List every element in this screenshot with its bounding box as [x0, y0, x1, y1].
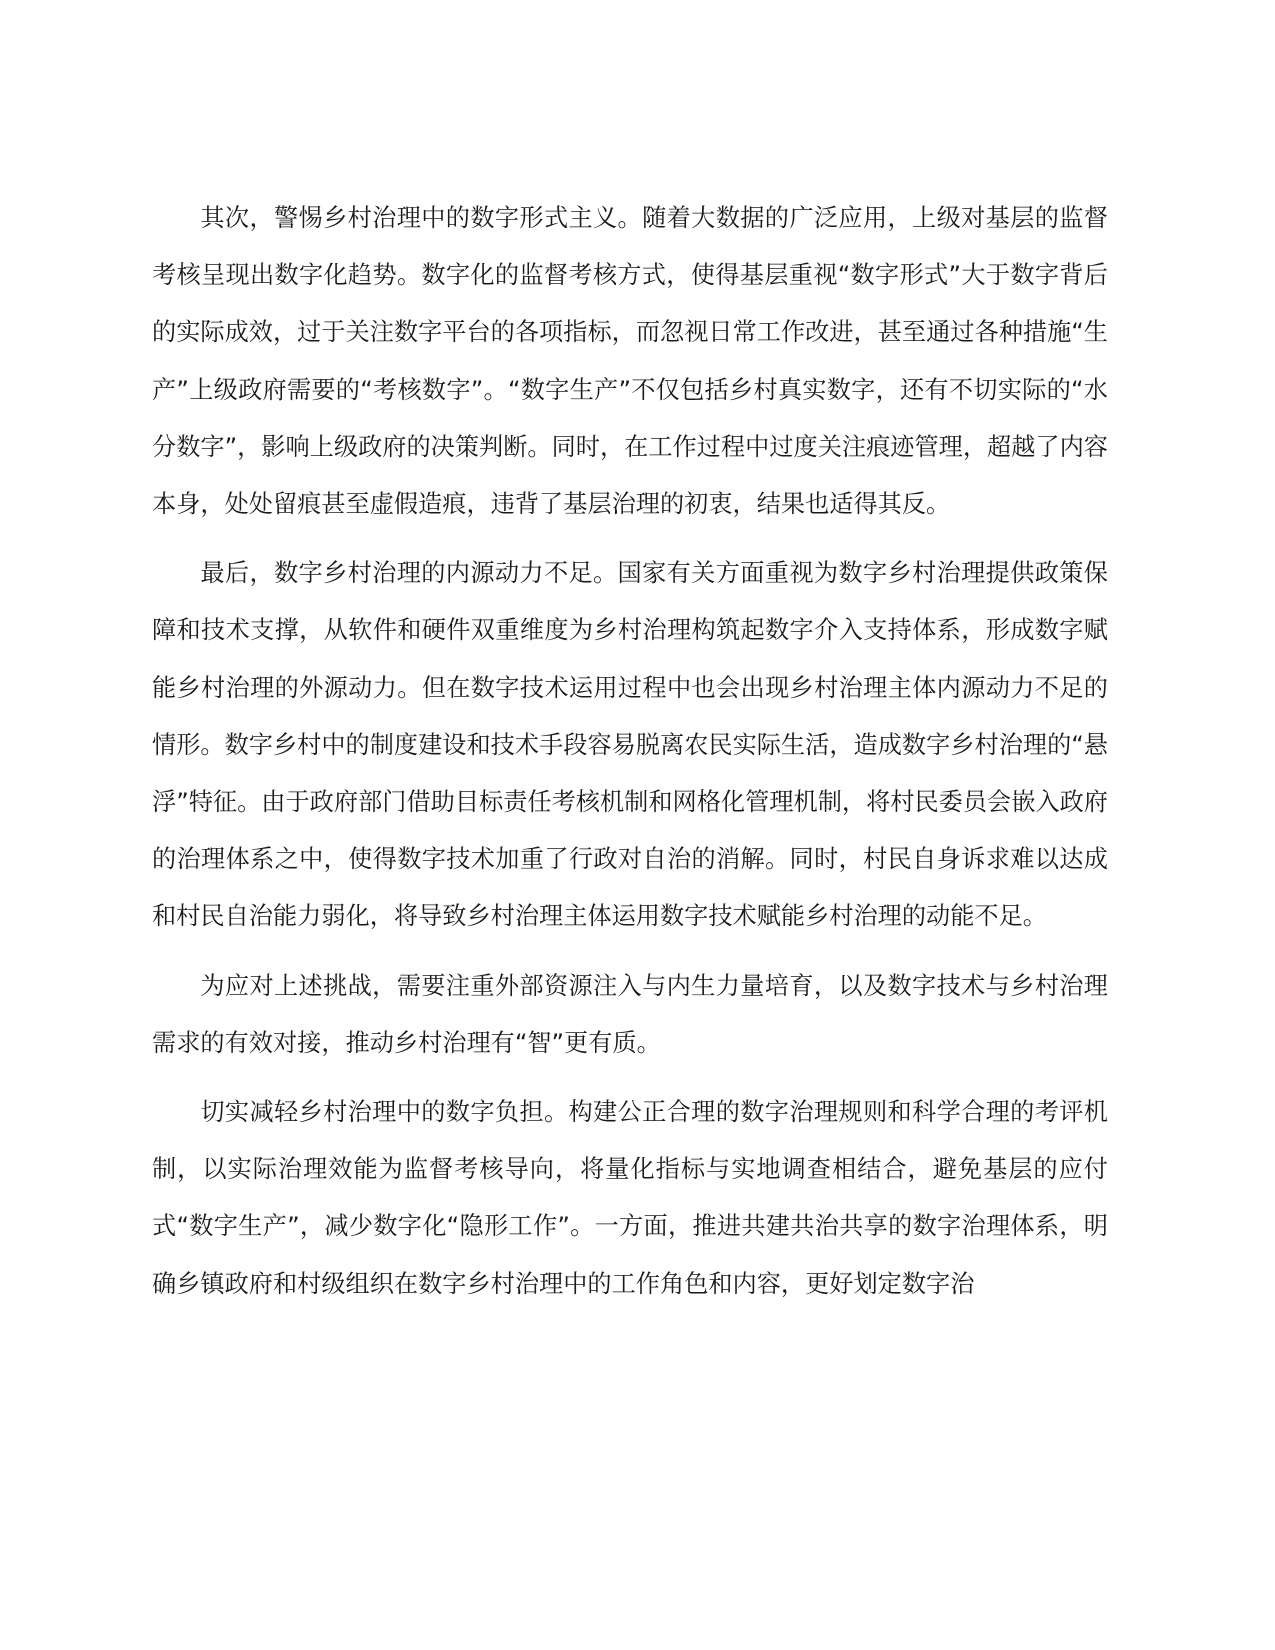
- paragraph-internal-motivation: 最后，数字乡村治理的内源动力不足。国家有关方面重视为数字乡村治理提供政策保障和技术支撑，从软件和硬件双重维度为乡村治理构筑起数字介入支持体系，形成数字赋能乡村治理的外源动力。但在数字技术运用过程中也会出现乡村治理主体内源动力不足的情形。数字乡村中的制度建设和技术手段容易脱离农民实际生活，造成数字乡村治理的“悬浮”特征。由于政府部门借助目标责任考核机制和网格化管理机制，将村民委员会嵌入政府的治理体系之中，使得数字技术加重了行政对自治的消解。同时，村民自身诉求难以达成和村民自治能力弱化，将导致乡村治理主体运用数字技术赋能乡村治理的动能不足。: [152, 559, 1108, 931]
- paragraph-reduce-digital-burden: 切实减轻乡村治理中的数字负担。构建公正合理的数字治理规则和科学合理的考评机制，以实际治理效能为监督考核导向，将量化指标与实地调查相结合，避免基层的应付式“数字生产”，减少数字化“隐形工作”。一方面，推进共建共治共享的数字治理体系，明确乡镇政府和村级组织在数字乡村治理中的工作角色和内容，更好划定数字治: [152, 1098, 1108, 1298]
- document-body: [152, 190, 1108, 1325]
- paragraph-digital-formalism: 其次，警惕乡村治理中的数字形式主义。随着大数据的广泛应用，上级对基层的监督考核呈现出数字化趋势。数字化的监督考核方式，使得基层重视“数字形式”大于数字背后的实际成效，过于关注数字平台的各项指标，而忽视日常工作改进，甚至通过各种措施“生产”上级政府需要的“考核数字”。“数字生产”不仅包括乡村真实数字，还有不切实际的“水分数字”，影响上级政府的决策判断。同时，在工作过程中过度关注痕迹管理，超越了内容本身，处处留痕甚至虚假造痕，违背了基层治理的初衷，结果也适得其反。: [152, 204, 1108, 519]
- paragraph-response-challenges: 为应对上述挑战，需要注重外部资源注入与内生力量培育，以及数字技术与乡村治理需求的有效对接，推动乡村治理有“智”更有质。: [152, 971, 1108, 1057]
